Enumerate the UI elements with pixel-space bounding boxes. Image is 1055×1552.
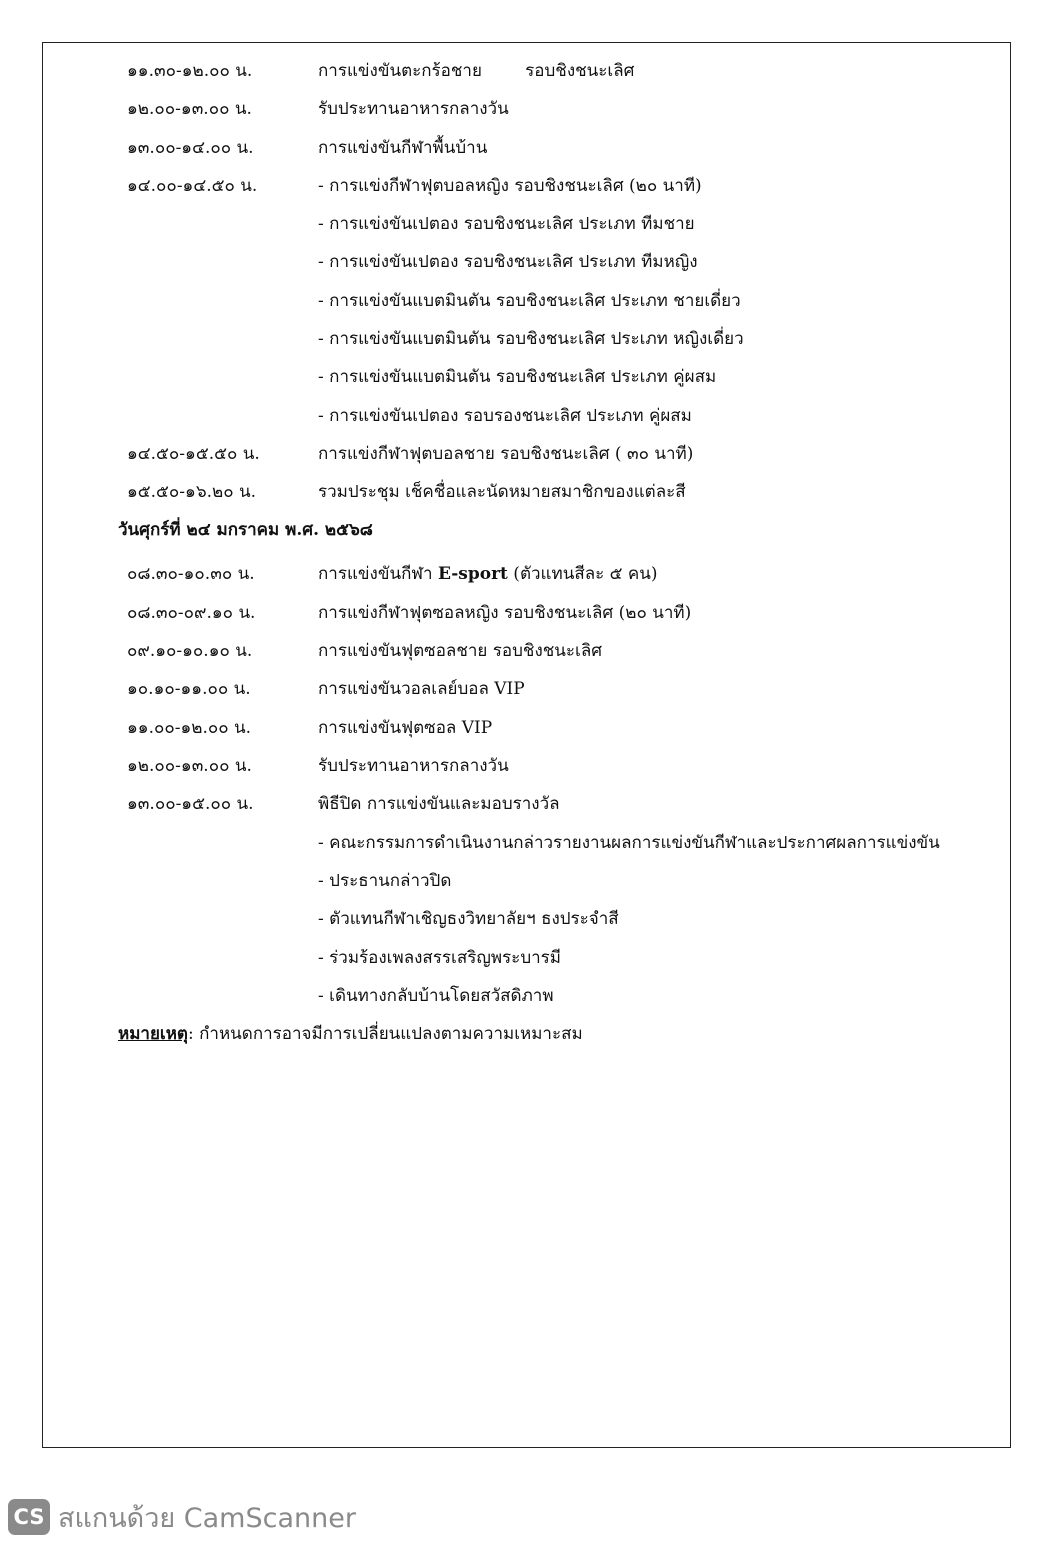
- schedule-time: ๐๘.๓๐-๑๐.๓๐ น.: [127, 564, 255, 584]
- schedule-desc: - ประธานกล่าวปิด: [318, 871, 452, 891]
- esport-desc-post: (ตัวแทนสีละ ๕ คน): [507, 564, 658, 584]
- schedule-time: ๑๑.๐๐-๑๒.๐๐ น.: [127, 718, 252, 738]
- note: [118, 1015, 583, 1053]
- schedule-desc: - คณะกรรมการดำเนินงานกล่าวรายงานผลการแข่งขันกีฬาและประกาศผลการแข่งขัน: [318, 833, 940, 853]
- schedule-time: ๑๓.๐๐-๑๔.๐๐ น.: [127, 138, 254, 158]
- schedule-time: ๑๒.๐๐-๑๓.๐๐ น.: [127, 756, 252, 776]
- schedule-time: ๑๒.๐๐-๑๓.๐๐ น.: [127, 99, 252, 119]
- schedule-desc: การแข่งขันฟุตซอลชาย รอบชิงชนะเลิศ: [318, 641, 603, 661]
- schedule-time: ๑๔.๕๐-๑๕.๕๐ น.: [127, 444, 260, 464]
- document-page-frame: [42, 42, 1011, 1448]
- schedule-desc: - ร่วมร้องเพลงสรรเสริญพระบารมี: [318, 948, 561, 968]
- schedule-time: ๐๘.๓๐-๐๙.๑๐ น.: [127, 603, 256, 623]
- camscanner-watermark: [8, 1497, 356, 1537]
- schedule-time: ๐๙.๑๐-๑๐.๑๐ น.: [127, 641, 253, 661]
- watermark-text: สแกนด้วย CamScanner: [58, 1502, 356, 1534]
- day-heading: วันศุกร์ที่ ๒๔ มกราคม พ.ศ. ๒๕๖๘: [118, 520, 373, 540]
- schedule-time: ๑๔.๐๐-๑๔.๕๐ น.: [127, 176, 258, 196]
- schedule-desc: รับประทานอาหารกลางวัน: [318, 99, 509, 119]
- schedule-desc: - การแข่งขันแบตมินตัน รอบชิงชนะเลิศ ประเภท คู่ผสม: [318, 367, 717, 387]
- esport-desc-bold: E-sport: [437, 564, 508, 584]
- schedule-desc: - การแข่งกีฬาฟุตบอลหญิง รอบชิงชนะเลิศ (๒๐ นาที): [318, 176, 702, 196]
- camscanner-logo-icon: [8, 1499, 50, 1535]
- schedule-time: ๑๓.๐๐-๑๕.๐๐ น.: [127, 794, 254, 814]
- schedule-time: ๑๕.๕๐-๑๖.๒๐ น.: [127, 482, 257, 502]
- schedule-desc: - การแข่งขันแบตมินตัน รอบชิงชนะเลิศ ประเภท หญิงเดี่ยว: [318, 329, 744, 349]
- note-label: หมายเหตุ: [118, 1024, 188, 1044]
- schedule-desc: การแข่งขันฟุตซอล VIP: [318, 718, 493, 738]
- schedule-desc: - การแข่งขันเปตอง รอบชิงชนะเลิศ ประเภท ทีมหญิง: [318, 252, 698, 272]
- schedule-desc: รวมประชุม เช็คชื่อและนัดหมายสมาชิกของแต่ละสี: [318, 482, 686, 502]
- schedule-desc: พิธีปิด การแข่งขันและมอบรางวัล: [318, 794, 560, 814]
- schedule-time: ๑๐.๑๐-๑๑.๐๐ น.: [127, 679, 251, 699]
- camscanner-logo-text: CS: [13, 1505, 45, 1529]
- schedule-desc: การแข่งกีฬาฟุตซอลหญิง รอบชิงชนะเลิศ (๒๐ นาที): [318, 603, 692, 623]
- schedule-desc: การแข่งขันวอลเลย์บอล VIP: [318, 679, 525, 699]
- schedule-desc: การแข่งกีฬาฟุตบอลชาย รอบชิงชนะเลิศ ( ๓๐ นาที): [318, 444, 694, 464]
- schedule-desc: การแข่งขันตะกร้อชาย รอบชิงชนะเลิศ: [318, 61, 635, 81]
- schedule-desc: การแข่งขันกีฬาพื้นบ้าน: [318, 138, 488, 158]
- schedule-time: ๑๑.๓๐-๑๒.๐๐ น.: [127, 61, 253, 81]
- schedule-desc: - เดินทางกลับบ้านโดยสวัสดิภาพ: [318, 986, 554, 1006]
- schedule-desc: [318, 555, 658, 593]
- note-text: : กำหนดการอาจมีการเปลี่ยนแปลงตามความเหมาะสม: [187, 1024, 583, 1044]
- schedule-desc: รับประทานอาหารกลางวัน: [318, 756, 509, 776]
- schedule-desc: - การแข่งขันเปตอง รอบชิงชนะเลิศ ประเภท ทีมชาย: [318, 214, 695, 234]
- schedule-desc: - การแข่งขันเปตอง รอบรองชนะเลิศ ประเภท คู่ผสม: [318, 406, 692, 426]
- schedule-desc: - ตัวแทนกีฬาเชิญธงวิทยาลัยฯ ธงประจำสี: [318, 909, 619, 929]
- schedule-desc: - การแข่งขันแบตมินตัน รอบชิงชนะเลิศ ประเภท ชายเดี่ยว: [318, 291, 741, 311]
- esport-desc-pre: การแข่งขันกีฬา: [318, 564, 438, 584]
